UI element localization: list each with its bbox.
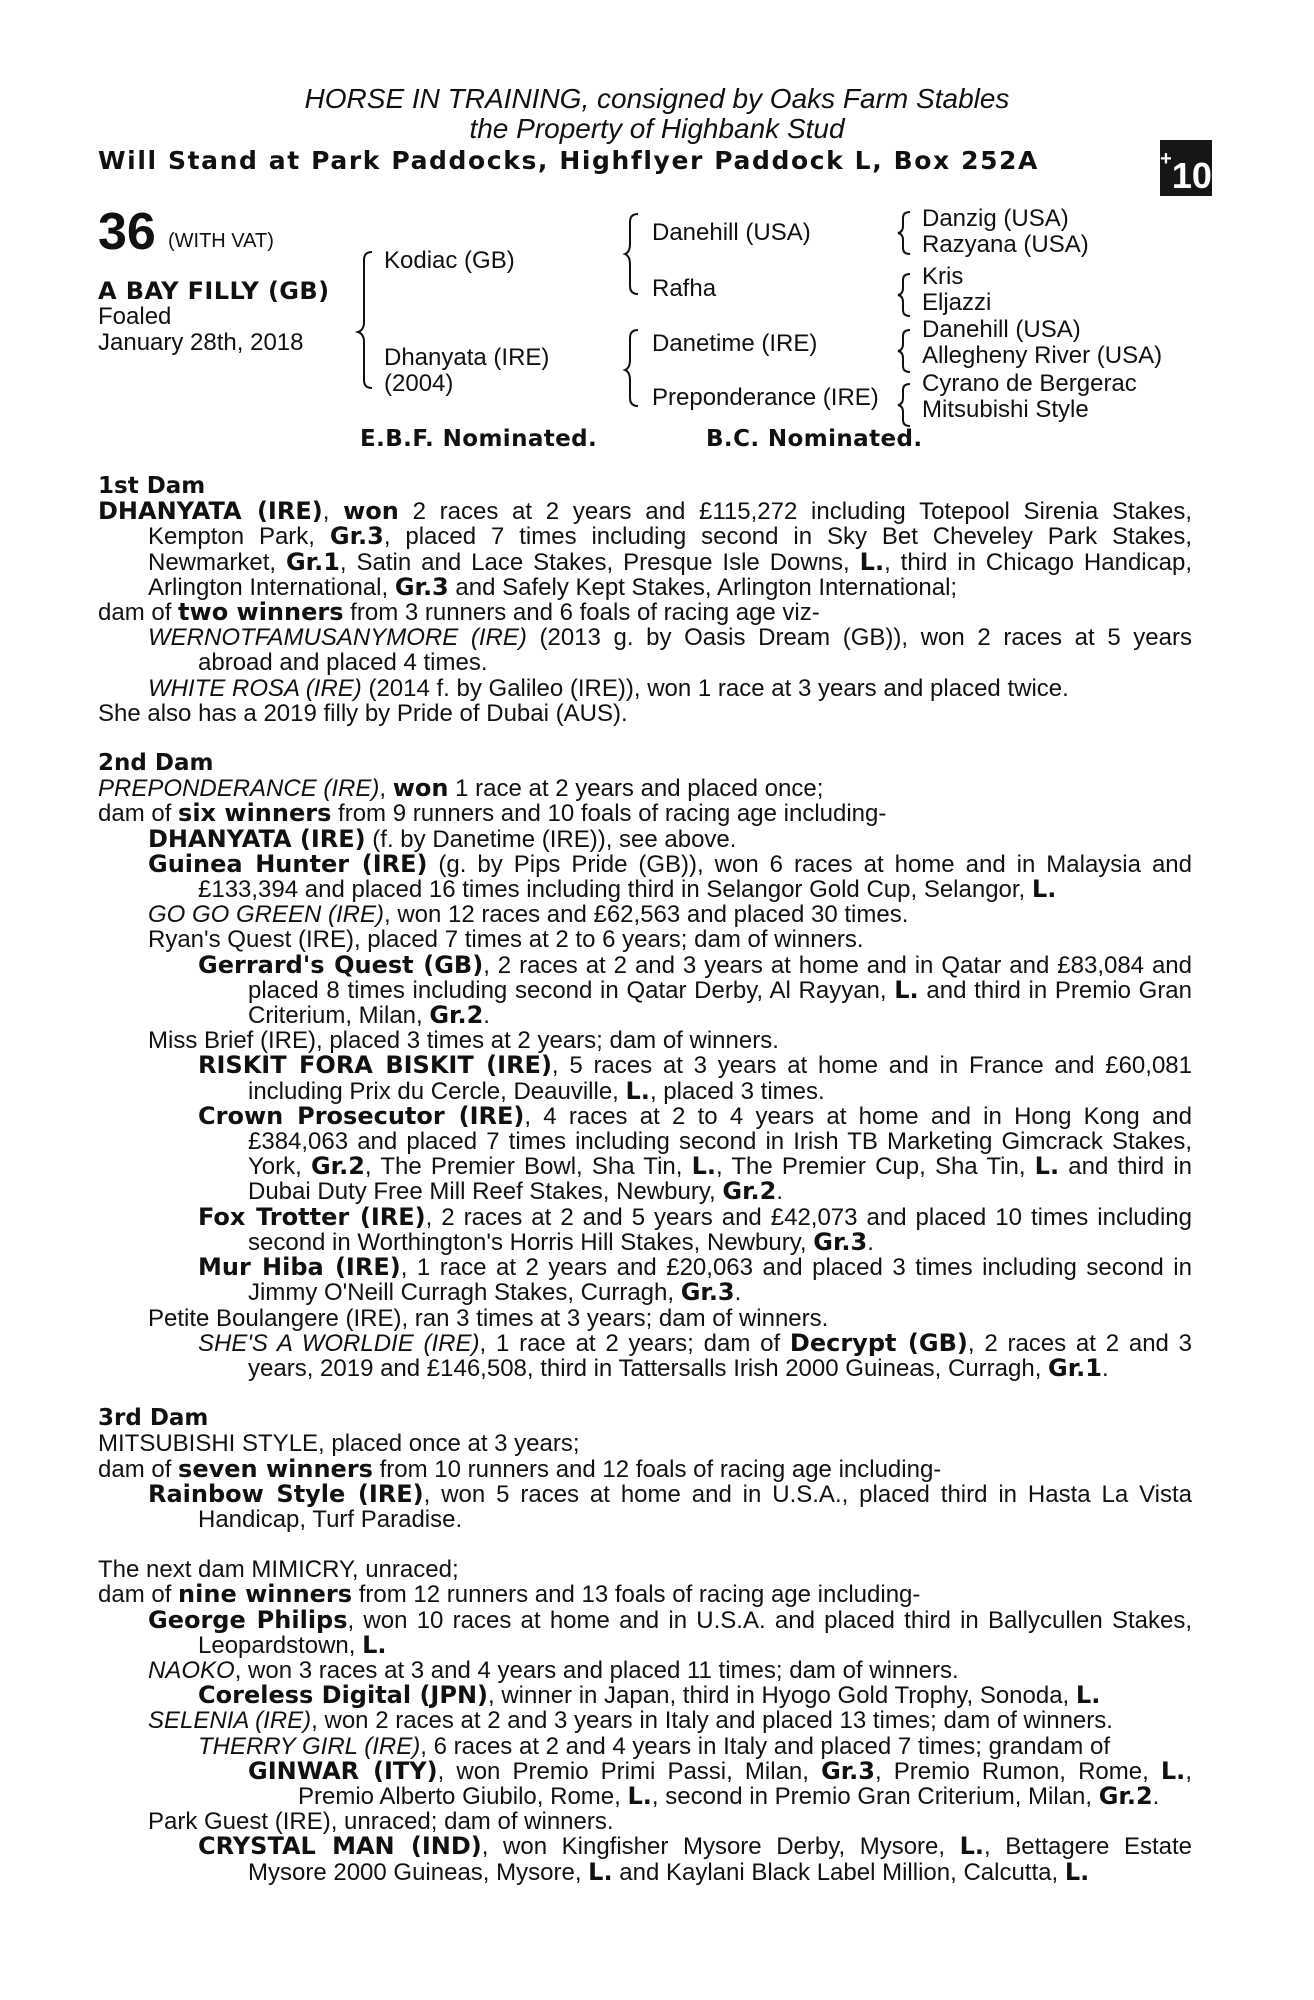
text: (2014 f. by Galileo (IRE)), won 1 race at 3 years and placed twice.	[361, 674, 1069, 702]
sire-dam: Rafha	[652, 275, 717, 302]
gg-5: Danehill (USA)	[922, 316, 1081, 343]
grand-offspring-entry: Fox Trotter (IRE), 2 races at 2 and 5 years and £42,073 and placed 10 times including second in Worthington's Horris Hill Stakes, Newbury, Gr.3.	[198, 1202, 1193, 1256]
text: , 1 race at 2 years; dam of	[479, 1329, 790, 1357]
text: 1 race at 2 years and placed once;	[448, 775, 824, 803]
gg-4: Eljazzi	[922, 289, 992, 316]
text: dam of	[98, 1581, 179, 1609]
next-dam-record: The next dam MIMICRY, unraced;	[98, 1556, 459, 1584]
horse-name: RISKIT FORA BISKIT (IRE)	[198, 1051, 552, 1080]
gg-7: Cyrano de Bergerac	[922, 370, 1137, 397]
horse-name: THERRY GIRL (IRE)	[198, 1732, 421, 1760]
grand-offspring-entry: Mur Hiba (IRE), 1 race at 2 years and £20,063 and placed 3 times including second in Jimmy O'Neill Curragh Stakes, Curragh, Gr.3.	[198, 1253, 1192, 1307]
text: , Premio Rumon, Rome,	[875, 1757, 1161, 1785]
offspring-entry	[98, 1605, 1193, 1659]
offspring-entry	[98, 676, 1192, 701]
grade: L.	[1034, 1152, 1060, 1181]
text: , placed 3 times.	[649, 1077, 825, 1105]
horse-name: Rainbow Style (IRE)	[148, 1479, 424, 1508]
property-line: the Property of Highbank Stud	[469, 113, 845, 144]
text: , third in Chicago Handicap, Arlington International,	[148, 548, 1192, 601]
offspring-entry	[98, 1708, 1192, 1733]
grade: Gr.3	[394, 572, 449, 601]
gg-8: Mitsubishi Style	[922, 396, 1089, 423]
offspring-entry	[98, 1479, 1193, 1533]
third-dam-record: MITSUBISHI STYLE, placed once at 3 years;	[98, 1430, 580, 1458]
grade: L.	[859, 547, 885, 576]
horse-name: SELENIA (IRE)	[148, 1707, 312, 1735]
horse-name: Crown Prosecutor (IRE)	[198, 1101, 525, 1130]
offspring-entry: Miss Brief (IRE), placed 3 times at 2 years; dam of winners.	[148, 1027, 779, 1055]
won-label: won	[392, 774, 449, 803]
text: , winner in Japan, third in Hyogo Gold Trophy, Sonoda,	[488, 1682, 1076, 1710]
text: , won Premio Primi Passi, Milan,	[437, 1757, 822, 1785]
horse-name: Decrypt (GB)	[789, 1328, 968, 1357]
text: , won Kingfisher Mysore Derby, Mysore,	[481, 1833, 960, 1861]
horse-name: SHE'S A WORLDIE (IRE)	[198, 1329, 480, 1357]
text: , won 10 races at home and in U.S.A. and placed third in Ballycullen Stakes, Leopardstown,	[198, 1606, 1193, 1659]
text: , won 3 races at 3 and 4 years and placed 11 times; dam of winners.	[234, 1656, 959, 1684]
grade: L.	[588, 1857, 613, 1886]
text: from 10 runners and 12 foals of racing age including-	[372, 1455, 942, 1483]
text: , won 12 races and £62,563 and placed 30 times.	[384, 901, 909, 929]
grade: Gr.1	[1048, 1353, 1102, 1382]
text: , Satin and Lace Stakes, Presque Isle Downs,	[339, 548, 860, 576]
grade: Gr.3	[821, 1756, 875, 1785]
offspring-entry	[98, 849, 1192, 904]
second-dam-heading: 2nd Dam	[98, 750, 214, 777]
offspring-entry	[98, 824, 1192, 853]
grade: L.	[1064, 1857, 1090, 1886]
text: and third in Premio Gran Criterium, Milan,	[248, 976, 1193, 1030]
sire-sire: Danehill (USA)	[652, 219, 811, 246]
grade: Gr.2	[1098, 1781, 1153, 1810]
text: , won 5 races at home and in U.S.A., placed third in Hasta La Vista Handicap, Turf Paradise.	[198, 1480, 1193, 1533]
first-dam-record: DHANYATA (IRE), won 2 races at 2 years and £115,272 including Totepool Sirenia Stakes, Kempton Park, Gr.3, placed 7 times including second in Sky Bet Cheveley Park Stakes, Newmarket, Gr.1, Satin and Lace Stakes, Presque Isle Downs, L., third in Chicago Handicap, Arlington International, Gr.3 and Safely Kept Stakes, Arlington International;	[98, 497, 1193, 601]
text: (g. by Pips Pride (GB)), won 6 races at home and in Malaysia and £133,394 and placed 16 times including third in Selangor Gold Cup, Selangor,	[198, 850, 1192, 904]
grade: L.	[627, 1781, 652, 1810]
sire: Kodiac (GB)	[384, 247, 515, 274]
gg-1: Danzig (USA)	[922, 205, 1069, 232]
text: , 4 races at 2 to 4 years at home and in Hong Kong and £384,063 and placed 7 times including second in Irish TB Marketing Gimcrack Stakes, York,	[248, 1102, 1193, 1181]
text: , 2 races at 2 and 3 years at home and in Qatar and £83,084 and placed 8 times including second in Qatar Derby, Al Rayyan,	[248, 951, 1193, 1004]
offspring-entry	[98, 902, 1192, 927]
spacer	[98, 1532, 1192, 1557]
third-dam-produce	[98, 1454, 1192, 1483]
ebf-nominated: E.B.F. Nominated.	[360, 426, 598, 452]
grade: L.	[894, 975, 919, 1004]
second-dam-produce	[98, 801, 1192, 826]
offspring-entry	[98, 625, 1192, 675]
grade: Gr.3	[813, 1227, 868, 1256]
foaled-date: January 28th, 2018	[98, 329, 304, 356]
text: 2 races at 2 years and £115,272 including Totepool Sirenia Stakes, Kempton Park,	[148, 498, 1192, 551]
horse-name: Guinea Hunter (IRE)	[148, 849, 428, 878]
badge-plus: +	[1160, 148, 1172, 170]
dam-dam: Preponderance (IRE)	[652, 384, 879, 411]
lot-number: 36	[98, 203, 156, 261]
text: , The Premier Cup, Sha Tin,	[716, 1153, 1035, 1181]
grand-offspring-entry	[98, 1834, 1192, 1884]
grade: L.	[959, 1832, 985, 1861]
dam-sire: Danetime (IRE)	[652, 330, 818, 357]
third-dam-heading: 3rd Dam	[98, 1405, 209, 1432]
grand-offspring-entry	[98, 1053, 1192, 1103]
text: , 5 races at 3 years at home and in France and £60,081 including Prix du Cercle, Deauville,	[248, 1052, 1192, 1105]
winners-count: nine winners	[178, 1580, 353, 1609]
text: from 3 runners and 6 foals of racing age viz-	[343, 599, 820, 627]
produce-record	[98, 474, 1192, 1885]
lot-name: A BAY FILLY (GB)	[98, 277, 330, 305]
text: , won 2 races at 2 and 3 years in Italy and placed 13 times; dam of winners.	[311, 1707, 1113, 1735]
text: , second in Premio Gran Criterium, Milan,	[651, 1782, 1099, 1810]
location-line: Will Stand at Park Paddocks, Highflyer Paddock L, Box 252A	[98, 146, 1040, 175]
second-dam-record: PREPONDERANCE (IRE), won 1 race at 2 years and placed once;	[98, 774, 824, 803]
note: She also has a 2019 filly by Pride of Dubai (AUS).	[98, 699, 628, 727]
text: , Premio Alberto Giubilo, Rome,	[298, 1757, 1192, 1810]
horse-name: NAOKO	[148, 1656, 235, 1684]
text: from 9 runners and 10 foals of racing age including-	[331, 800, 887, 828]
text: from 12 runners and 13 foals of racing age including-	[352, 1581, 921, 1609]
horse-name: CRYSTAL MAN (IND)	[198, 1832, 482, 1861]
grade: L.	[625, 1076, 650, 1105]
text: and Kaylani Black Label Million, Calcutta,	[612, 1858, 1065, 1886]
gg-3: Kris	[922, 263, 964, 290]
grand-offspring-entry: SHE'S A WORLDIE (IRE), 1 race at 2 years; dam of Decrypt (GB), 2 races at 2 and 3 years, 2019 and £146,508, third in Tattersalls Irish 2000 Guineas, Curragh, Gr.1.	[198, 1328, 1193, 1382]
dam: Dhanyata (IRE)	[384, 344, 550, 371]
text: dam of	[98, 800, 179, 828]
grand-offspring-entry	[98, 1734, 1192, 1759]
horse-name: Mur Hiba (IRE)	[198, 1253, 401, 1282]
grade: L.	[1031, 875, 1057, 904]
consignor-line: HORSE IN TRAINING, consigned by Oaks Farm Stables	[304, 83, 1010, 114]
horse-name: PREPONDERANCE (IRE)	[98, 775, 380, 803]
spacer	[98, 726, 1192, 751]
grade: L.	[1160, 1756, 1186, 1785]
great-grand-offspring-entry: GINWAR (ITY), won Premio Primi Passi, Milan, Gr.3, Premio Rumon, Rome, L., Premio Alberto Giubilo, Rome, L., second in Premio Gran Criterium, Milan, Gr.2.	[248, 1756, 1192, 1810]
text: , 2 races at 2 and 5 years and £42,073 and placed 10 times including second in Worthington's Horris Hill Stakes, Newbury,	[248, 1203, 1193, 1256]
text: , Bettagere Estate Mysore 2000 Guineas, Mysore,	[248, 1833, 1192, 1886]
badge-number: 10	[1171, 155, 1212, 196]
horse-name: Gerrard's Quest (GB)	[198, 950, 484, 979]
text: (2013 g. by Oasis Dream (GB)), won 2 races at 5 years abroad and placed 4 times.	[198, 624, 1192, 677]
text: and Safely Kept Stakes, Arlington International;	[448, 573, 958, 601]
text: , 6 races at 2 and 4 years in Italy and placed 7 times; grandam of	[420, 1732, 1110, 1760]
grade: Gr.1	[285, 547, 340, 576]
grand-offspring-entry: Gerrard's Quest (GB), 2 races at 2 and 3 years at home and in Qatar and £83,084 and placed 8 times including second in Qatar Derby, Al Rayyan, L. and third in Premio Gran Criterium, Milan, Gr.2.	[198, 950, 1193, 1030]
horse-name: George Philips	[148, 1605, 348, 1634]
horse-name: GINWAR (ITY)	[248, 1756, 438, 1785]
winners-count: seven winners	[178, 1454, 373, 1483]
vat-label: (WITH VAT)	[168, 230, 274, 252]
text: , placed 7 times including second in Sky Bet Cheveley Park Stakes, Newmarket,	[148, 523, 1193, 576]
dam-year: (2004)	[384, 370, 454, 397]
offspring-entry: Park Guest (IRE), unraced; dam of winners.	[148, 1808, 614, 1836]
grade: Gr.3	[680, 1278, 735, 1307]
winners-count: six winners	[178, 799, 332, 828]
horse-name: Fox Trotter (IRE)	[198, 1202, 426, 1231]
grade: Gr.3	[329, 522, 384, 551]
bc-nominated: B.C. Nominated.	[706, 426, 923, 452]
winners-count: two winners	[178, 598, 344, 627]
grade: L.	[362, 1630, 387, 1659]
text: dam of	[98, 1455, 179, 1483]
grade: L.	[1075, 1681, 1101, 1710]
grand-offspring-entry: Crown Prosecutor (IRE), 4 races at 2 to 4 years at home and in Hong Kong and £384,063 and placed 7 times including second in Irish TB Marketing Gimcrack Stakes, York, Gr.2, The Premier Bowl, Sha Tin, L., The Premier Cup, Sha Tin, L. and third in Dubai Duty Free Mill Reef Stakes, Newbury, Gr.2.	[198, 1101, 1193, 1206]
offspring-entry	[98, 1658, 1192, 1683]
text: , The Premier Bowl, Sha Tin,	[364, 1153, 692, 1181]
grade: Gr.2	[310, 1152, 365, 1181]
grade: L.	[691, 1152, 716, 1181]
grade: Gr.2	[722, 1177, 777, 1206]
grand-offspring-entry	[98, 1683, 1192, 1708]
horse-name: WERNOTFAMUSANYMORE (IRE)	[148, 624, 527, 652]
text: dam of	[98, 599, 179, 627]
next-dam-produce	[98, 1582, 1192, 1607]
foaled-label: Foaled	[98, 303, 172, 330]
horse-name: WHITE ROSA (IRE)	[148, 674, 362, 702]
text: , 1 race at 2 years and £20,063 and placed 3 times including second in Jimmy O'Neill Curragh Stakes, Curragh,	[248, 1254, 1192, 1307]
horse-name: GO GO GREEN (IRE)	[148, 901, 385, 929]
gg-6: Allegheny River (USA)	[922, 342, 1163, 369]
won-label: won	[343, 497, 399, 526]
first-dam-produce	[98, 600, 1192, 625]
text: and third in Dubai Duty Free Mill Reef Stakes, Newbury,	[248, 1153, 1192, 1206]
offspring-entry: Petite Boulangere (IRE), ran 3 times at 3 years; dam of winners.	[148, 1304, 829, 1332]
horse-name: DHANYATA (IRE)	[148, 824, 366, 853]
text: , 2 races at 2 and 3 years, 2019 and £146,508, third in Tattersalls Irish 2000 Guineas, Curragh,	[248, 1329, 1193, 1382]
horse-name: Coreless Digital (JPN)	[198, 1681, 488, 1710]
gg-2: Razyana (USA)	[922, 231, 1089, 258]
text: (f. by Danetime (IRE)), see above.	[365, 825, 737, 853]
offspring-entry: Ryan's Quest (IRE), placed 7 times at 2 to 6 years; dam of winners.	[148, 926, 864, 954]
grade: Gr.2	[429, 1001, 484, 1030]
horse-name: DHANYATA (IRE)	[98, 497, 323, 526]
first-dam-heading: 1st Dam	[98, 473, 206, 499]
spacer	[98, 1381, 1192, 1406]
